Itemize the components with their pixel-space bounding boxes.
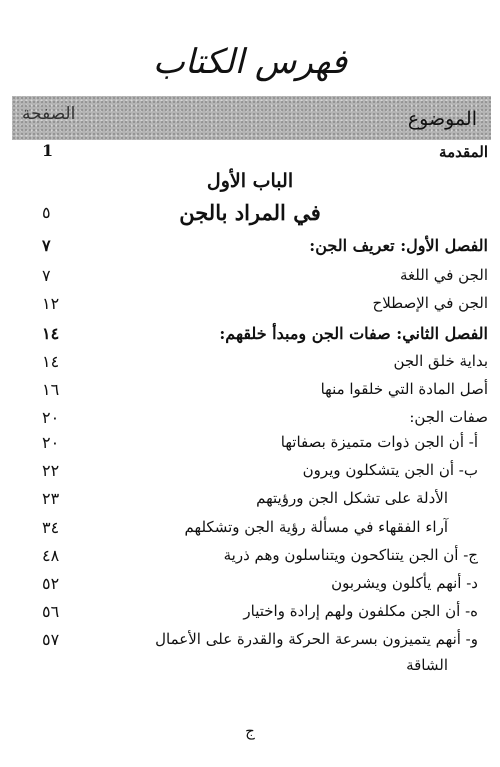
toc-entry-text: الفصل الثاني: صفات الجن ومبدأ خلقهم: <box>219 324 488 343</box>
toc-entry-text: آراء الفقهاء في مسألة رؤية الجن وتشكلهم <box>184 518 448 536</box>
toc-entry-text: أصل المادة التي خلقوا منها <box>320 380 488 398</box>
toc-entry-page: ٧ <box>42 266 51 285</box>
toc-entry-text: أ- أن الجن ذوات متميزة بصفاتها <box>280 433 478 451</box>
toc-entry-page: ١٢ <box>42 294 60 313</box>
page-title: فهرس الكتاب <box>152 42 348 82</box>
section-heading: في المراد بالجن <box>179 200 321 225</box>
toc-entry-text: الأدلة على تشكل الجن ورؤيتهم <box>256 489 448 507</box>
toc-entry-page: ٥٦ <box>42 602 60 621</box>
subject-column-header: الموضوع <box>407 108 477 130</box>
page-column-header: الصفحة <box>22 104 76 124</box>
toc-entry-page: ٢٢ <box>42 461 60 480</box>
toc-entry-page: 1 <box>42 141 54 160</box>
toc-entry-text: بداية خلق الجن <box>393 352 488 370</box>
toc-entry-page: ٢٠ <box>42 408 60 427</box>
toc-entry-text: الجن في الإصطلاح <box>372 294 488 312</box>
toc-entry-page: ٢٣ <box>42 489 60 508</box>
toc-entry-page: ٥٢ <box>42 574 60 593</box>
toc-entry-text: ه- أن الجن مكلفون ولهم إرادة واختيار <box>243 602 478 620</box>
column-header-bar <box>12 96 491 140</box>
toc-entry-text: الجن في اللغة <box>399 266 488 284</box>
toc-entry-page: ١٦ <box>42 380 60 399</box>
toc-entry-text: صفات الجن: <box>409 408 488 426</box>
toc-entry-text: الفصل الأول: تعريف الجن: <box>309 236 488 255</box>
toc-entry-page: ١٤ <box>42 352 60 371</box>
toc-entry-page: ٥٧ <box>42 630 60 649</box>
toc-entry-text: المقدمة <box>439 143 488 161</box>
toc-entry-page: ٥ <box>42 203 51 222</box>
toc-entry-continuation: الشاقة <box>406 656 448 674</box>
toc-entry-page: ١٤ <box>42 324 60 343</box>
toc-entry-page: ٧ <box>42 236 51 255</box>
section-heading: الباب الأول <box>206 170 294 192</box>
toc-entry-page: ٢٠ <box>42 433 60 452</box>
toc-entry-text: د- أنهم يأكلون ويشربون <box>331 574 478 592</box>
toc-entry-text: ج- أن الجن يتناكحون ويتناسلون وهم ذرية <box>223 546 478 564</box>
toc-entry-page: ٤٨ <box>42 546 60 565</box>
page-number-footer: ج <box>245 722 255 740</box>
toc-entry-page: ٣٤ <box>42 518 60 537</box>
toc-entry-text: و- أنهم يتميزون بسرعة الحركة والقدرة على الأعمال <box>155 630 478 648</box>
toc-entry-text: ب- أن الجن يتشكلون ويرون <box>302 461 478 479</box>
